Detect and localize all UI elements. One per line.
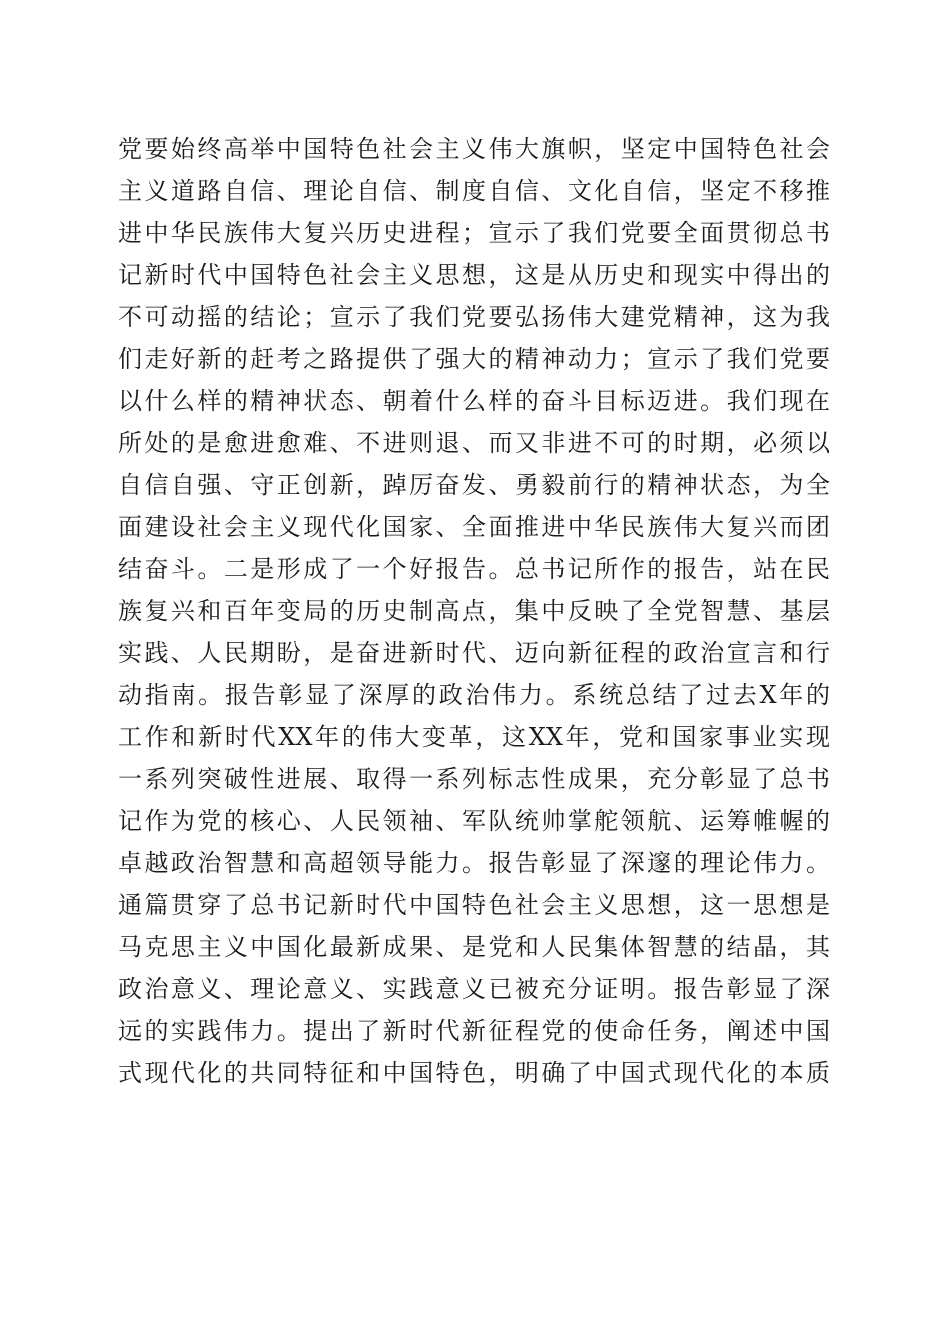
text-line-13: 实践、人民期盼，是奋进新时代、迈向新征程的政治宣言和行: [118, 639, 830, 667]
text-line-20: 马克思主义中国化最新成果、是党和人民集体智慧的结晶，其: [118, 933, 830, 961]
text-line-9: 自信自强、守正创新，踔厉奋发、勇毅前行的精神状态，为全: [118, 471, 830, 499]
text-line-14: 动指南。报告彰显了深厚的政治伟力。系统总结了过去X年的: [118, 681, 830, 709]
text-line-6: 们走好新的赶考之路提供了强大的精神动力；宣示了我们党要: [118, 345, 830, 373]
text-line-11: 结奋斗。二是形成了一个好报告。总书记所作的报告，站在民: [118, 555, 830, 583]
text-line-17: 记作为党的核心、人民领袖、军队统帅掌舵领航、运筹帷幄的: [118, 807, 830, 835]
text-line-5: 不可动摇的结论；宣示了我们党要弘扬伟大建党精神，这为我: [118, 303, 830, 331]
text-line-15: 工作和新时代XX年的伟大变革，这XX年，党和国家事业实现: [118, 723, 830, 751]
text-line-12: 族复兴和百年变局的历史制高点，集中反映了全党智慧、基层: [118, 597, 830, 625]
text-line-22: 远的实践伟力。提出了新时代新征程党的使命任务，阐述中国: [118, 1017, 830, 1045]
text-line-1: 党要始终高举中国特色社会主义伟大旗帜，坚定中国特色社会: [118, 135, 830, 163]
body-paragraph: [118, 128, 830, 1094]
text-line-21: 政治意义、理论意义、实践意义已被充分证明。报告彰显了深: [118, 975, 830, 1003]
text-line-7: 以什么样的精神状态、朝着什么样的奋斗目标迈进。我们现在: [118, 387, 830, 415]
text-line-18: 卓越政治智慧和高超领导能力。报告彰显了深邃的理论伟力。: [118, 849, 830, 877]
text-line-8: 所处的是愈进愈难、不进则退、而又非进不可的时期，必须以: [118, 429, 830, 457]
text-line-23: 式现代化的共同特征和中国特色，明确了中国式现代化的本质: [118, 1059, 830, 1087]
text-line-4: 记新时代中国特色社会主义思想，这是从历史和现实中得出的: [118, 261, 830, 289]
text-line-19: 通篇贯穿了总书记新时代中国特色社会主义思想，这一思想是: [118, 891, 830, 919]
text-line-16: 一系列突破性进展、取得一系列标志性成果，充分彰显了总书: [118, 765, 830, 793]
text-line-10: 面建设社会主义现代化国家、全面推进中华民族伟大复兴而团: [118, 513, 830, 541]
text-line-3: 进中华民族伟大复兴历史进程；宣示了我们党要全面贯彻总书: [118, 219, 830, 247]
text-line-2: 主义道路自信、理论自信、制度自信、文化自信，坚定不移推: [118, 177, 830, 205]
